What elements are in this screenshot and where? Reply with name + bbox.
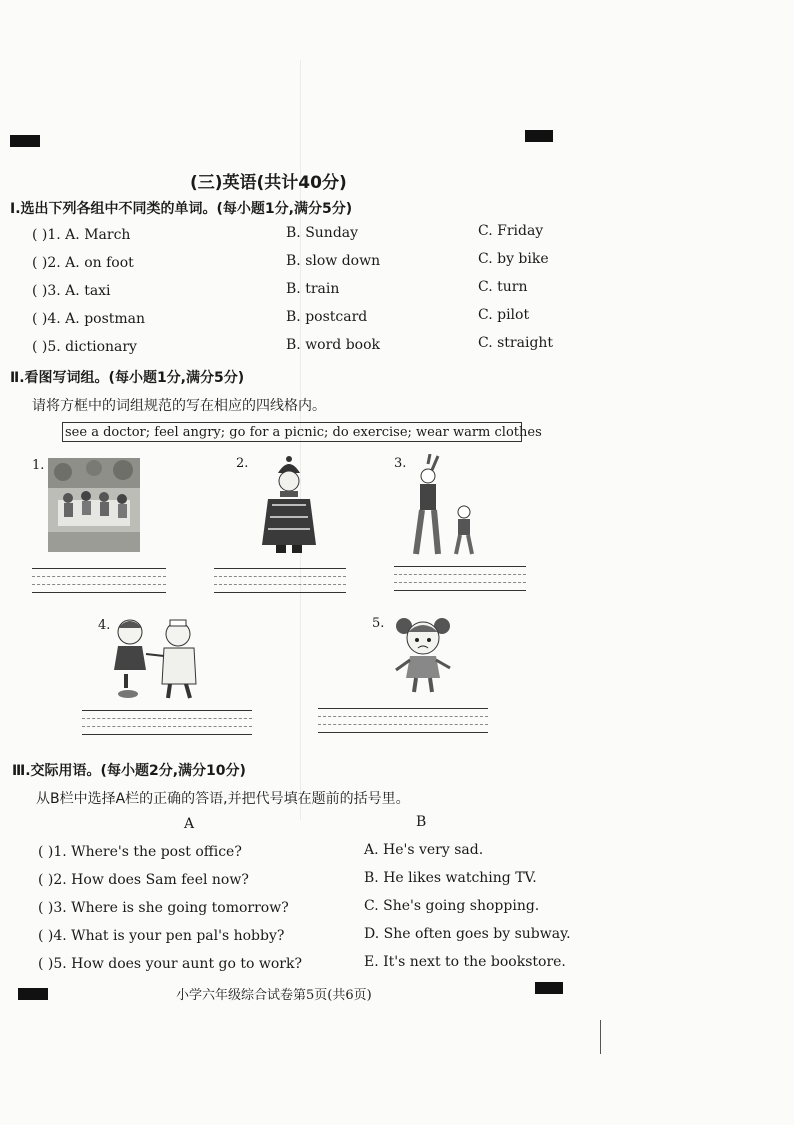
s1-item-4-a: ( )4. A. postman bbox=[32, 311, 146, 327]
s1-item-5-a: ( )5. dictionary bbox=[32, 339, 137, 355]
angry-girl-picture-icon bbox=[392, 614, 454, 694]
writing-lines-1 bbox=[32, 568, 166, 600]
s1-item-2-a: ( )2. A. on foot bbox=[32, 255, 134, 271]
s3-question-1: ( )1. Where's the post office? bbox=[38, 844, 242, 860]
s3-answer-e: E. It's next to the bookstore. bbox=[364, 954, 566, 970]
s1-item-4-c: C. pilot bbox=[478, 307, 530, 323]
registration-mark-bottom-left bbox=[18, 988, 48, 1000]
s1-item-5-b: B. word book bbox=[286, 337, 381, 353]
writing-lines-4 bbox=[82, 710, 252, 742]
s1-item-3-c: C. turn bbox=[478, 279, 528, 295]
section2-instruction: 请将方框中的词组规范的写在相应的四线格内。 bbox=[32, 398, 326, 414]
picture-4-label: 4. bbox=[98, 618, 111, 633]
warm-clothes-picture-icon bbox=[258, 455, 320, 555]
picture-3-label: 3. bbox=[394, 456, 407, 471]
page-title: (三)英语(共计40分) bbox=[190, 173, 347, 193]
doctor-picture-icon bbox=[110, 614, 202, 700]
s3-question-3: ( )3. Where is she going tomorrow? bbox=[38, 900, 289, 916]
s1-item-3-a: ( )3. A. taxi bbox=[32, 283, 111, 299]
column-b-header: B bbox=[416, 814, 427, 830]
registration-mark-bottom-right bbox=[535, 982, 563, 994]
section3-instruction: 从B栏中选择A栏的正确的答语,并把代号填在题前的括号里。 bbox=[36, 791, 410, 807]
writing-lines-3 bbox=[394, 566, 526, 598]
phrase-word-box: see a doctor; feel angry; go for a picnic; do exercise; wear warm clothes bbox=[62, 422, 522, 442]
s1-item-5-c: C. straight bbox=[478, 335, 554, 351]
picture-2-label: 2. bbox=[236, 456, 249, 471]
s3-answer-a: A. He's very sad. bbox=[364, 842, 484, 858]
writing-lines-5 bbox=[318, 708, 488, 740]
s1-item-2-c: C. by bike bbox=[478, 251, 549, 267]
section3-heading: Ⅲ.交际用语。(每小题2分,满分10分) bbox=[12, 763, 246, 779]
registration-mark-top-left bbox=[10, 135, 40, 147]
picnic-picture-icon bbox=[48, 458, 140, 552]
s3-answer-c: C. She's going shopping. bbox=[364, 898, 540, 914]
section2-heading: Ⅱ.看图写词组。(每小题1分,满分5分) bbox=[10, 370, 245, 386]
s1-item-4-b: B. postcard bbox=[286, 309, 368, 325]
s3-answer-b: B. He likes watching TV. bbox=[364, 870, 537, 886]
column-a-header: A bbox=[184, 816, 195, 832]
picture-1-label: 1. bbox=[32, 458, 45, 473]
s3-answer-d: D. She often goes by subway. bbox=[364, 926, 571, 942]
s3-question-4: ( )4. What is your pen pal's hobby? bbox=[38, 928, 285, 944]
page-footer: 小学六年级综合试卷第5页(共6页) bbox=[176, 988, 372, 1003]
s1-item-1-a: ( )1. A. March bbox=[32, 227, 131, 243]
section1-heading: Ⅰ.选出下列各组中不同类的单词。(每小题1分,满分5分) bbox=[10, 201, 353, 217]
margin-line bbox=[600, 1020, 601, 1054]
s1-item-1-b: B. Sunday bbox=[286, 225, 359, 241]
picture-5-label: 5. bbox=[372, 616, 385, 631]
s3-question-5: ( )5. How does your aunt go to work? bbox=[38, 956, 302, 972]
s1-item-3-b: B. train bbox=[286, 281, 340, 297]
s1-item-2-b: B. slow down bbox=[286, 253, 381, 269]
exercise-picture-icon bbox=[408, 454, 482, 556]
writing-lines-2 bbox=[214, 568, 346, 600]
s3-question-2: ( )2. How does Sam feel now? bbox=[38, 872, 249, 888]
registration-mark-top-right bbox=[525, 130, 553, 142]
s1-item-1-c: C. Friday bbox=[478, 223, 544, 239]
